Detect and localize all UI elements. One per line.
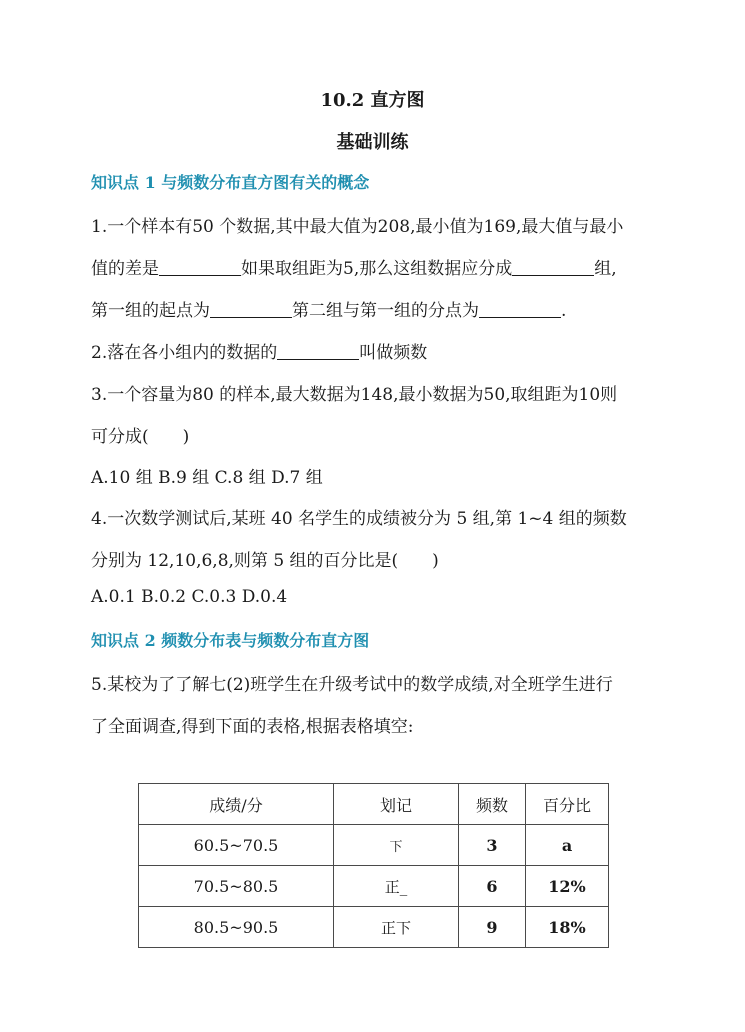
question-1-line-2: [91, 254, 617, 279]
answer-blank[interactable]: [210, 300, 292, 318]
question-1-line-3: [91, 296, 566, 321]
table-header: 百分比: [526, 784, 609, 825]
question-1-text-a: 值的差是: [91, 259, 159, 279]
table-cell: 80.5~90.5: [139, 907, 334, 948]
table-cell: 12%: [526, 866, 609, 907]
table-header: 成绩/分: [139, 784, 334, 825]
table-cell: 3: [459, 825, 526, 866]
question-3-line-1: 3.一个容量为80 的样本,最大数据为148,最小数据为50,取组距为10则: [91, 385, 618, 405]
table-header-row: [139, 784, 609, 825]
question-1-line-1: 1.一个样本有50 个数据,其中最大值为208,最小值为169,最大值与最小: [91, 217, 624, 237]
table-cell: 下: [334, 825, 459, 866]
table-cell: 9: [459, 907, 526, 948]
question-5-line-2: 了全面调查,得到下面的表格,根据表格填空:: [91, 717, 414, 737]
question-3-line-2: [91, 422, 189, 447]
table-cell: 60.5~70.5: [139, 825, 334, 866]
table-cell: 6: [459, 866, 526, 907]
table-header: 频数: [459, 784, 526, 825]
page-subtitle: 基础训练: [336, 132, 409, 153]
question-1-text-b: 如果取组距为5,那么这组数据应分成: [241, 259, 513, 279]
question-5-line-1: 5.某校为了了解七(2)班学生在升级考试中的数学成绩,对全班学生进行: [91, 675, 613, 695]
question-4-text-a: 分别为 12,10,6,8,则第 5 组的百分比是(: [91, 551, 399, 571]
table-row: [139, 825, 609, 866]
table-row: [139, 866, 609, 907]
question-2-text-b: 叫做频数: [359, 343, 428, 363]
table-cell: 18%: [526, 907, 609, 948]
table-cell: 正_: [334, 866, 459, 907]
answer-blank[interactable]: [159, 258, 241, 276]
question-2: [91, 338, 427, 363]
question-2-text-a: 2.落在各小组内的数据的: [91, 343, 278, 363]
question-4-line-1: 4.一次数学测试后,某班 40 名学生的成绩被分为 5 组,第 1~4 组的频数: [91, 509, 627, 529]
table-row: [139, 907, 609, 948]
table-cell: 正下: [334, 907, 459, 948]
answer-blank[interactable]: [479, 300, 561, 318]
question-1-text-d: 第一组的起点为: [91, 301, 210, 321]
question-4-text-b: ): [432, 551, 439, 571]
question-1-text-f: .: [561, 301, 567, 321]
question-1-text-c: 组,: [594, 259, 617, 279]
question-3-options: A.10 组 B.9 组 C.8 组 D.7 组: [91, 468, 323, 488]
answer-blank[interactable]: [277, 342, 359, 360]
question-3-text-b: ): [182, 427, 190, 447]
question-1-text-e: 第二组与第一组的分点为: [292, 301, 479, 321]
section-heading-1: 知识点 1 与频数分布直方图有关的概念: [91, 173, 370, 192]
question-4-line-2: [91, 546, 439, 571]
table-header: 划记: [334, 784, 459, 825]
answer-blank[interactable]: [512, 258, 594, 276]
table-cell: 70.5~80.5: [139, 866, 334, 907]
page-title: 10.2 直方图: [320, 90, 425, 111]
section-heading-2: 知识点 2 频数分布表与频数分布直方图: [91, 631, 370, 650]
frequency-table: [138, 783, 609, 948]
question-3-text-a: 可分成(: [91, 427, 149, 447]
question-4-options: A.0.1 B.0.2 C.0.3 D.0.4: [91, 587, 288, 607]
table-cell: a: [526, 825, 609, 866]
